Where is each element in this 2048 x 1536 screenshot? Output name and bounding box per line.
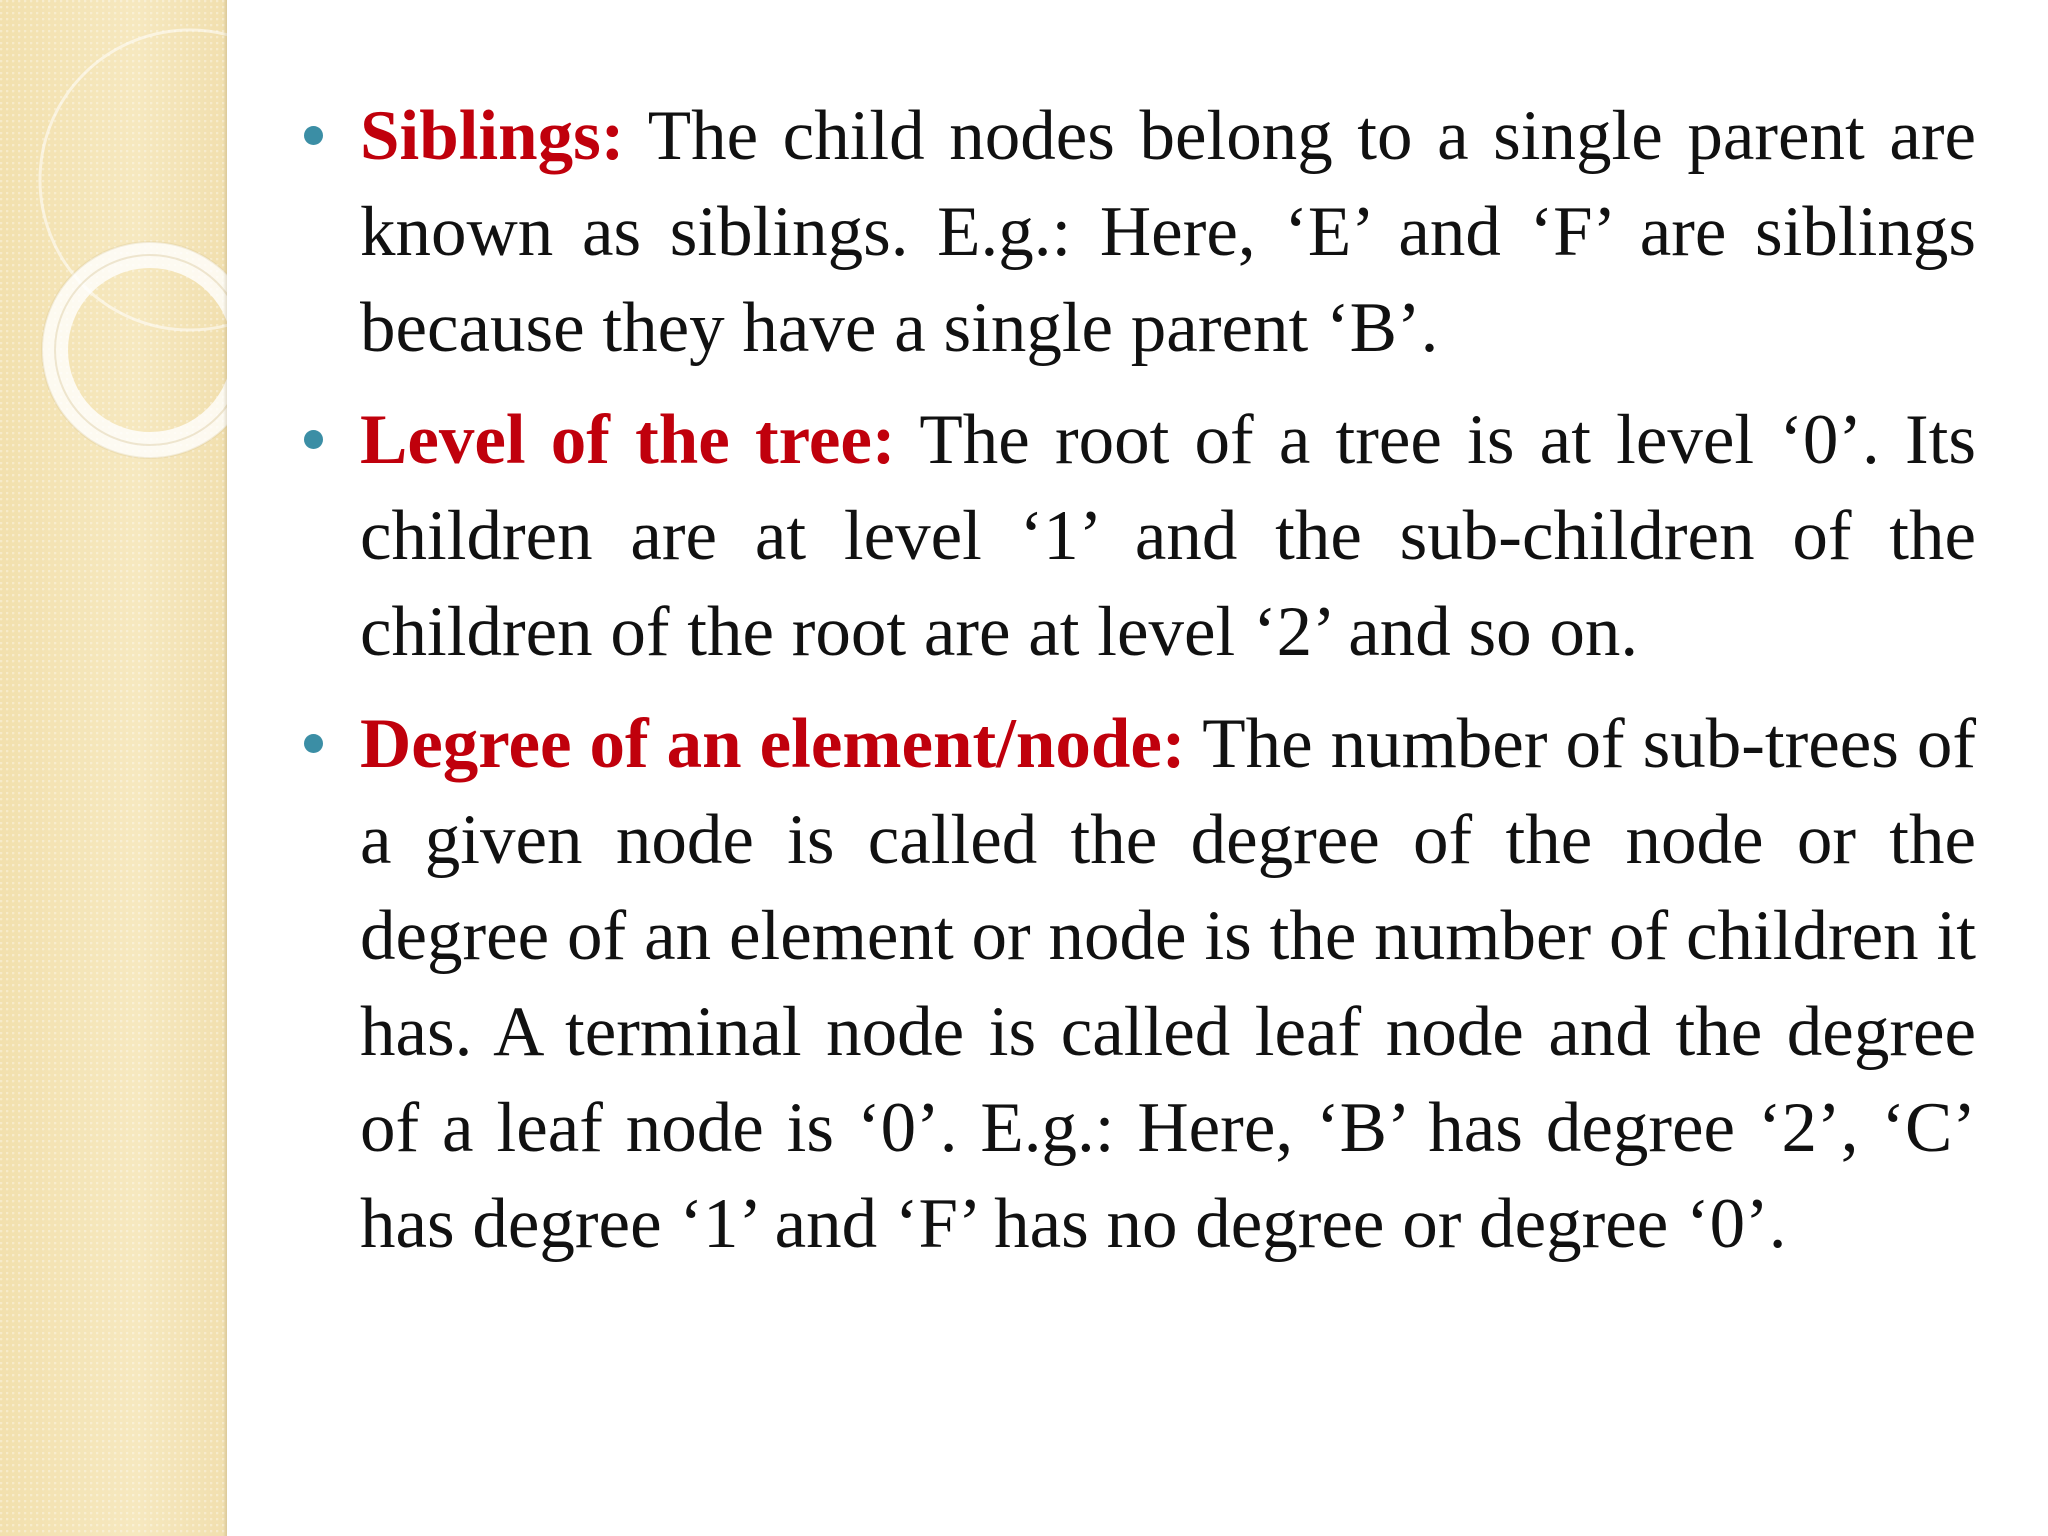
bullet-dot-icon [304, 734, 323, 753]
bullet-term: Siblings: [360, 97, 625, 175]
decorative-side-band [0, 0, 227, 1536]
bullet-siblings [296, 88, 1976, 376]
bullet-term: Degree of an element/node: [360, 705, 1186, 783]
slide-content [296, 88, 1976, 1288]
bullet-text: The root of a tree is at level ‘0’. Its children are at level ‘1’ and the sub-children of the children of the root are at level ‘2’ and so on. [360, 401, 1976, 671]
bullet-degree-of-node [296, 696, 1976, 1272]
bullet-dot-icon [304, 126, 323, 145]
bullet-text: The number of sub-trees of a given node is called the degree of the node or the degree of an element or node is the number of children it has. A terminal node is called leaf node and the degree of a leaf node is ‘0’. E.g.: Here, ‘B’ has degree ‘2’, ‘C’ has degree ‘1’ and ‘F’ has no degree or degree ‘0’. [360, 705, 1976, 1263]
bullet-level-of-tree [296, 392, 1976, 680]
bullet-dot-icon [304, 430, 323, 449]
bullet-term: Level of the tree: [360, 401, 896, 479]
decorative-rings [0, 0, 227, 520]
bullet-text: The child nodes belong to a single parent are known as siblings. E.g.: Here, ‘E’ and ‘F’ are siblings because they have a single parent ‘B’. [360, 97, 1976, 367]
